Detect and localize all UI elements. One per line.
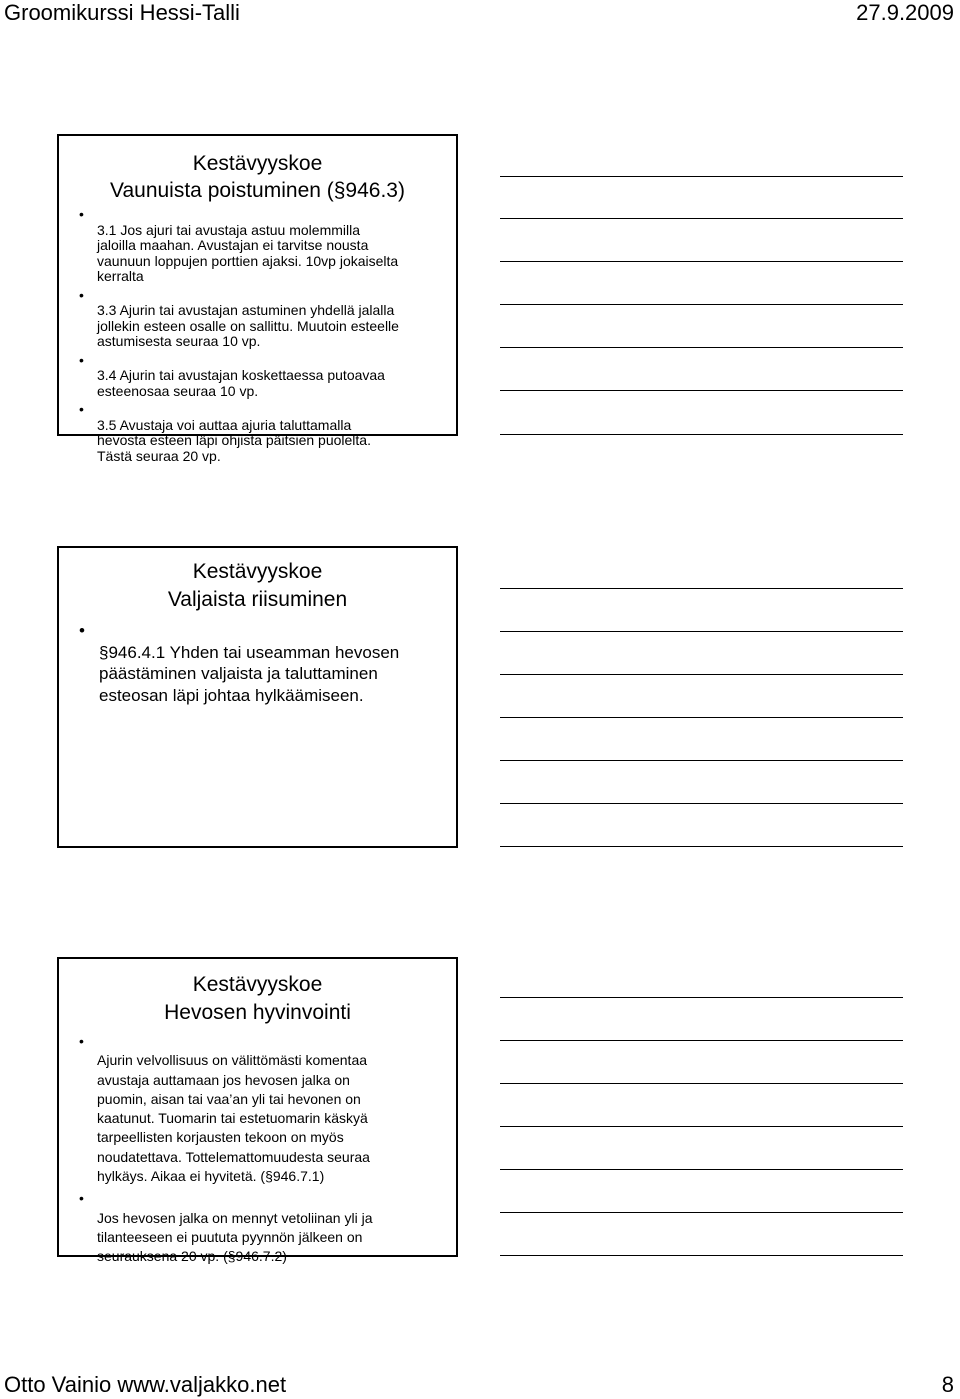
bullet-item (79, 288, 399, 350)
slide-title (59, 558, 456, 614)
bullet-item (79, 402, 399, 464)
bullet-marker: • (79, 351, 84, 368)
bullet-text: §946.4.1 Yhden tai useamman hevosen päästäminen valjaista ja taluttaminen esteosan läpi johtaa hylkäämiseen. (99, 642, 400, 705)
slide-3 (57, 957, 458, 1265)
note-line (500, 347, 903, 348)
bullet-item (79, 620, 399, 706)
note-line (500, 631, 903, 632)
note-line (500, 1083, 903, 1084)
note-line (500, 588, 903, 589)
bullet-marker: • (79, 1190, 84, 1207)
document-footer-author: Otto Vainio www.valjakko.net (4, 1372, 287, 1397)
document-footer-page-number: 8 (941, 1372, 954, 1397)
note-line (500, 390, 903, 391)
note-line (500, 846, 903, 847)
note-line (500, 1169, 903, 1170)
bullet-text: Jos hevosen jalka on mennyt vetoliinan yli ja tilanteeseen ei puututa pyynnön jälkeen on seurauksena 20 vp. (§946.7.2) (97, 1209, 373, 1265)
bullet-item (79, 207, 399, 285)
slide-2 (57, 546, 458, 848)
bullet-marker: • (79, 286, 84, 303)
bullet-text: Ajurin velvollisuus on välittömästi komentaa avustaja auttamaan jos hevosen jalka on puomin, aisan tai vaa’an yli tai hevonen on kaatunut. Tuomarin tai estetuomarin käskyä tarpeellisten korjausten tekoon on myös noudatettava. Tottelemattomuudesta seuraa hylkäys. Aikaa ei hyvitetä. (§946.7.1) (97, 1052, 370, 1185)
note-line (500, 1040, 903, 1041)
note-line (500, 218, 903, 219)
note-line (500, 1212, 903, 1213)
bullet-item (79, 1189, 373, 1266)
bullet-item (79, 353, 399, 400)
note-line (500, 176, 903, 177)
slide-bullet-list (79, 207, 399, 464)
bullet-text: 3.1 Jos ajuri tai avustaja astuu molemmilla jaloilla maahan. Avustajan ei tarvitse nousta vaunuun loppujen porttien ajaksi. 10vp jokaiselta kerralta (97, 221, 399, 284)
note-line (500, 717, 903, 718)
slide-title-line-1: Kestävyyskoe (192, 152, 323, 175)
slide-title-line-1: Kestävyyskoe (192, 560, 323, 583)
document-header-date: 27.9.2009 (856, 0, 954, 25)
bullet-marker: • (79, 1033, 84, 1049)
bullet-item (79, 1032, 373, 1186)
note-line (500, 1126, 903, 1127)
bullet-text: 3.5 Avustaja voi auttaa ajuria taluttamalla hevosta esteen läpi ohjista päitsien puolelta. Tästä seuraa 20 vp. (97, 416, 371, 464)
document-header-title: Groomikurssi Hessi-Talli (4, 0, 240, 25)
note-line (500, 803, 903, 804)
note-line (500, 674, 903, 675)
bullet-marker: • (79, 206, 84, 222)
slide-title-line-2: Valjaista riisuminen (167, 588, 348, 611)
bullet-marker: • (79, 401, 84, 417)
slide-bullet-list (79, 1032, 373, 1267)
bullet-text: 3.3 Ajurin tai avustajan astuminen yhdellä jalalla jollekin esteen osalle on sallittu. Muutoin esteelle astumisesta seuraa 10 vp. (97, 302, 399, 349)
bullet-text: 3.4 Ajurin tai avustajan koskettaessa putoavaa esteenosaa seuraa 10 vp. (97, 367, 385, 399)
note-line (500, 434, 903, 435)
slide-title-line-2: Vaunuista poistuminen (§946.3) (110, 179, 405, 202)
slide-title-line-2: Hevosen hyvinvointi (164, 1001, 351, 1024)
slide-bullet-list (79, 620, 399, 706)
note-line (500, 261, 903, 262)
slide-title-line-1: Kestävyyskoe (192, 973, 323, 996)
slide-title (59, 971, 456, 1027)
note-line (500, 997, 903, 998)
note-line (500, 760, 903, 761)
slide-title (59, 150, 456, 204)
note-line (500, 304, 903, 305)
note-line (500, 1255, 903, 1256)
bullet-marker: • (79, 621, 85, 640)
slide-1 (57, 134, 458, 464)
